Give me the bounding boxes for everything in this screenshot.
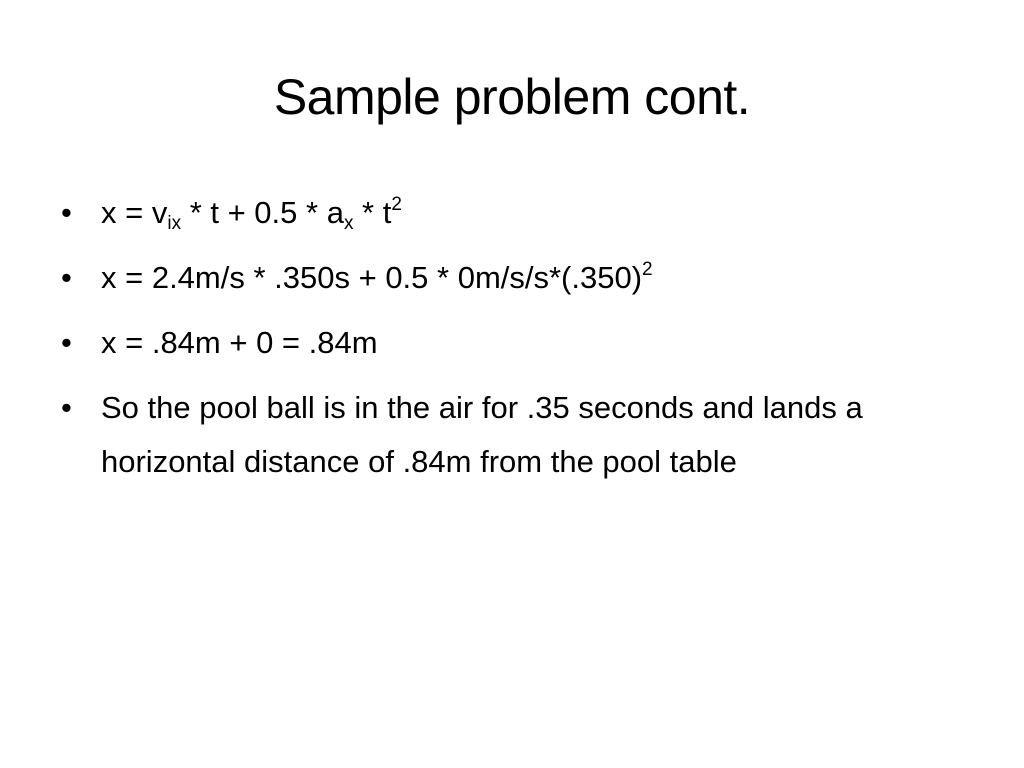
equation-part: * t <box>353 195 392 230</box>
bullet-item-conclusion <box>61 381 961 489</box>
bullet-text: x = .84m + 0 = .84m <box>101 325 378 360</box>
superscript: 2 <box>391 194 402 215</box>
subscript: x <box>343 213 354 234</box>
bullet-item-equation <box>61 186 961 240</box>
bullet-marker: • <box>61 325 72 360</box>
bullet-item-substitution <box>61 251 961 305</box>
bullet-marker: • <box>61 260 72 295</box>
equation-part: x = v <box>101 195 168 230</box>
bullet-item-result <box>61 316 961 370</box>
bullet-marker: • <box>61 195 72 230</box>
slide-title: Sample problem cont. <box>273 69 751 125</box>
bullet-text <box>101 186 961 240</box>
bullet-text <box>101 251 961 305</box>
superscript: 2 <box>642 259 653 280</box>
bullet-text: So the pool ball is in the air for .35 seconds and lands a horizontal distance of .84m from the pool table <box>101 390 863 479</box>
equation-part: x = 2.4m/s * .350s + 0.5 * 0m/s/s*(.350) <box>101 260 643 295</box>
equation-part: * t + 0.5 * a <box>181 195 344 230</box>
bullet-list <box>61 186 961 500</box>
subscript: ix <box>167 213 182 234</box>
bullet-marker: • <box>61 390 72 425</box>
